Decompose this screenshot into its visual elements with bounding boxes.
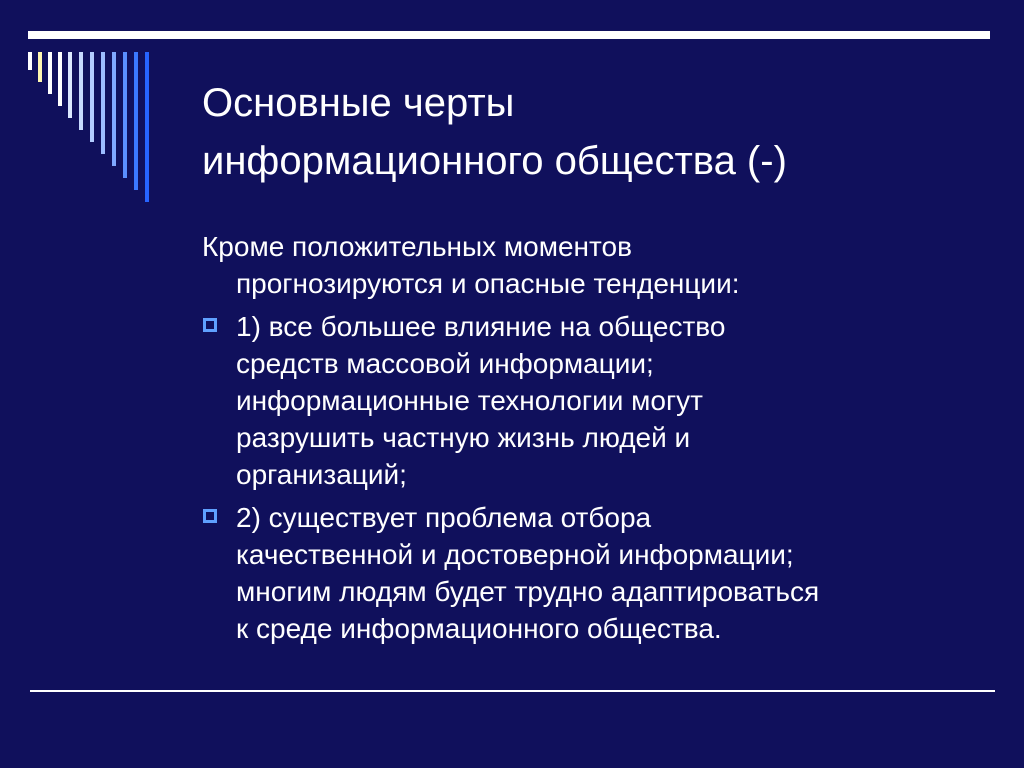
bullet-2-line-2: качественной и достоверной информации; [236, 539, 794, 570]
bullet-1-line-1: 1) все большее влияние на общество [236, 311, 726, 342]
decorative-stripe [90, 52, 94, 142]
bullet-2-line-1: 2) существует проблема отбора [236, 502, 652, 533]
decorative-stripe [58, 52, 62, 106]
bullet-item-1 [202, 308, 982, 493]
decorative-stripe [112, 52, 116, 166]
decorative-stripe [68, 52, 72, 118]
decorative-stripe [134, 52, 138, 190]
decorative-stripe [48, 52, 52, 94]
hollow-square-icon [203, 509, 217, 523]
bullet-item-2 [202, 499, 982, 647]
top-divider [28, 31, 990, 39]
decorative-stripe [79, 52, 83, 130]
bullet-1-line-3: информационные технологии могут [236, 385, 704, 416]
intro-paragraph [202, 228, 982, 302]
title-line-1: Основные черты [202, 81, 515, 125]
bullet-1-line-4: разрушить частную жизнь людей и [236, 422, 691, 453]
slide-title [202, 74, 982, 190]
decorative-stripe [38, 52, 42, 82]
decorative-stripe [145, 52, 149, 202]
bullet-2-line-4: к среде информационного общества. [236, 613, 722, 644]
decorative-stripe [28, 52, 32, 70]
bullet-1-line-5: организаций; [236, 459, 407, 490]
hollow-square-icon [203, 318, 217, 332]
title-line-2: информационного общества (-) [202, 139, 787, 183]
intro-line-1: Кроме положительных моментов [202, 231, 632, 262]
bullet-2-line-3: многим людям будет трудно адаптироваться [236, 576, 820, 607]
slide-body [202, 228, 982, 653]
intro-line-2: прогнозируются и опасные тенденции: [236, 268, 740, 299]
bottom-divider [30, 690, 995, 692]
decorative-stripe [101, 52, 105, 154]
decorative-stripe [123, 52, 127, 178]
bullet-1-line-2: средств массовой информации; [236, 348, 654, 379]
